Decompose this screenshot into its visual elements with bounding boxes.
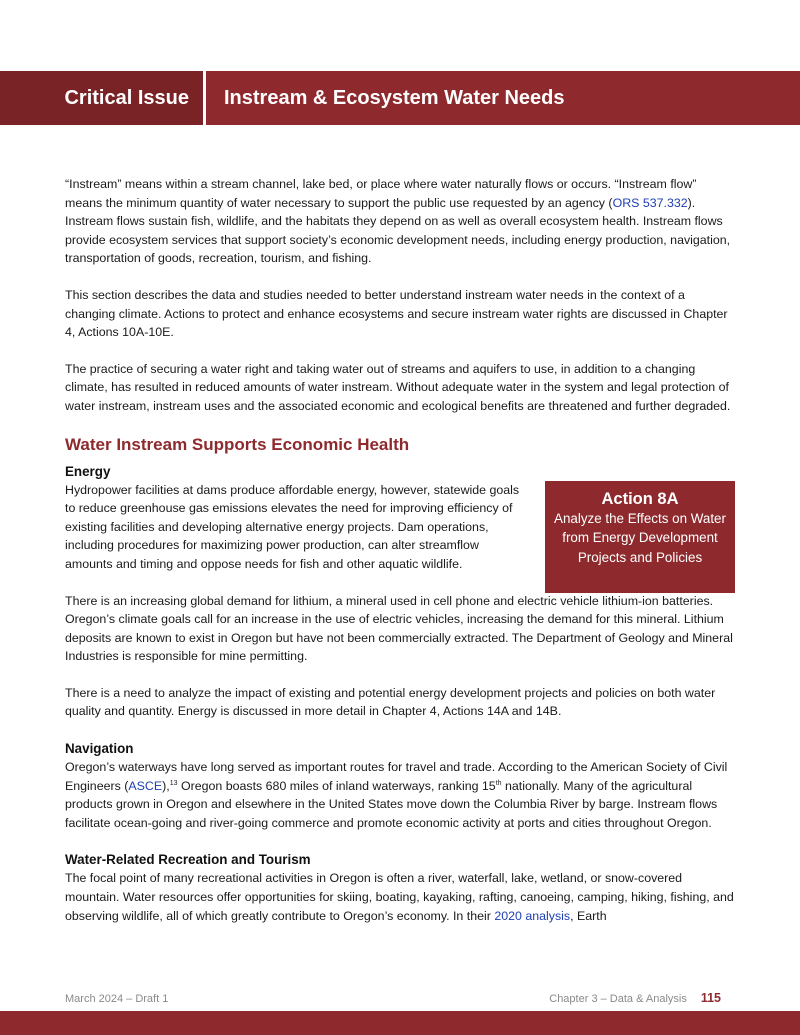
header-right-block <box>206 87 565 110</box>
intro-p1-text-a: “Instream” means within a stream channel, lake bed, or place where water naturally flows or occurs. “Instream flow” means the minimum quantity of water necessary to support the public use requested by an agency ( <box>65 177 697 210</box>
recreation-paragraph <box>65 869 735 925</box>
analysis-2020-link[interactable]: 2020 analysis <box>494 908 571 923</box>
rec-text-a: The focal point of many recreational activities in Oregon is often a river, waterfall, lake, wetland, or snow-covered mountain. Water resources offer opportunities for skiing, boating, kayaking, rafting, canoeing, camping, hiking, fishing, and observing wildlife, all of which greatly contribute to Oregon’s economy. In their <box>65 871 734 923</box>
navigation-heading: Navigation <box>65 741 134 757</box>
intro-p1-text-b: ). Instream flows sustain fish, wildlife, and the habitats they depend on as well as overall ecosystem health. Instream flows provide ecosystem services that support society’s economic development needs, including energy production, navigation, transportation of goods, recreation, tourism, and fishing. <box>65 195 731 266</box>
action-subtitle: Analyze the Effects on Water from Energy Development Projects and Policies <box>554 510 726 565</box>
action-title: Action 8A <box>601 489 679 508</box>
navigation-paragraph <box>65 758 735 832</box>
asce-link[interactable]: ASCE <box>128 778 163 793</box>
footer-right <box>549 991 721 1005</box>
section-title: Water Instream Supports Economic Health <box>65 434 410 454</box>
energy-heading: Energy <box>65 463 111 479</box>
footer-date: March 2024 – Draft 1 <box>65 993 169 1005</box>
recreation-heading: Water-Related Recreation and Tourism <box>65 852 311 868</box>
energy-paragraph-2: There is an increasing global demand for lithium, a mineral used in cell phone and electric vehicle lithium-ion batteries. Oregon’s climate goals call for an increase in the use of electric vehicles, increasing the demand for this mineral. Lithium deposits are known to exist in Oregon but have not been commercially extracted. The Department of Geology and Mineral Industries is responsible for mine permitting. <box>65 593 733 664</box>
bottom-bar <box>0 1011 800 1035</box>
page-footer <box>65 991 721 1005</box>
critical-issue-label: Critical Issue <box>64 86 189 109</box>
energy-paragraph-1: Hydropower facilities at dams produce affordable energy, however, statewide goals to reduce greenhouse gas emissions elevates the need for improving efficiency of existing facilities and developing alternative energy projects. Dam operations, including procedures for maximizing power production, can alter streamflow amounts and timing and oppose needs for fish and other aquatic wildlife. <box>65 482 520 571</box>
header-bar <box>0 71 800 125</box>
nav-text-b: ), <box>162 778 170 793</box>
footer-chapter: Chapter 3 – Data & Analysis <box>549 993 687 1005</box>
page-title: Instream & Ecosystem Water Needs <box>224 86 565 109</box>
main-content <box>65 175 735 943</box>
ors-link[interactable]: ORS 537.332 <box>612 195 688 210</box>
rec-text-b: , Earth <box>570 908 607 923</box>
nav-text-c: Oregon boasts 680 miles of inland waterways, ranking 15 <box>177 778 496 793</box>
nav-text-d: nationally. Many of the agricultural products grown in Oregon and elsewhere in the United States move down the Columbia River by barge. Instream flows facilitate ocean-going and river-going commerce and promote economic activity at ports and cities throughout Oregon. <box>65 778 718 830</box>
intro-paragraph-2: This section describes the data and studies needed to better understand instream water needs in the context of a changing climate. Actions to protect and enhance ecosystems and secure instream water rights are discussed in Chapter 4, Actions 10A-10E. <box>65 287 728 340</box>
footnote-13[interactable]: 13 <box>169 779 178 787</box>
intro-paragraph-3: The practice of securing a water right and taking water out of streams and aquifers to use, in addition to a changing climate, has resulted in reduced amounts of water instream. Without adequate water in the system and legal protection of water instream, instream uses and the associated economic and ecological benefits are threatened and further degraded. <box>65 361 731 413</box>
header-left-block <box>0 71 206 125</box>
ordinal-suffix: th <box>495 779 502 787</box>
energy-section <box>65 462 735 574</box>
action-callout-box <box>545 481 735 593</box>
page-number: 115 <box>700 991 721 1005</box>
energy-paragraph-3: There is a need to analyze the impact of existing and potential energy development projects and policies on both water quality and quantity. Energy is discussed in more detail in Chapter 4, Actions 14A and 14B. <box>65 685 716 719</box>
intro-paragraph-1 <box>65 175 735 268</box>
nav-text-a: Oregon’s waterways have long served as important routes for travel and trade. According to the American Society of Civil Engineers ( <box>65 760 728 793</box>
